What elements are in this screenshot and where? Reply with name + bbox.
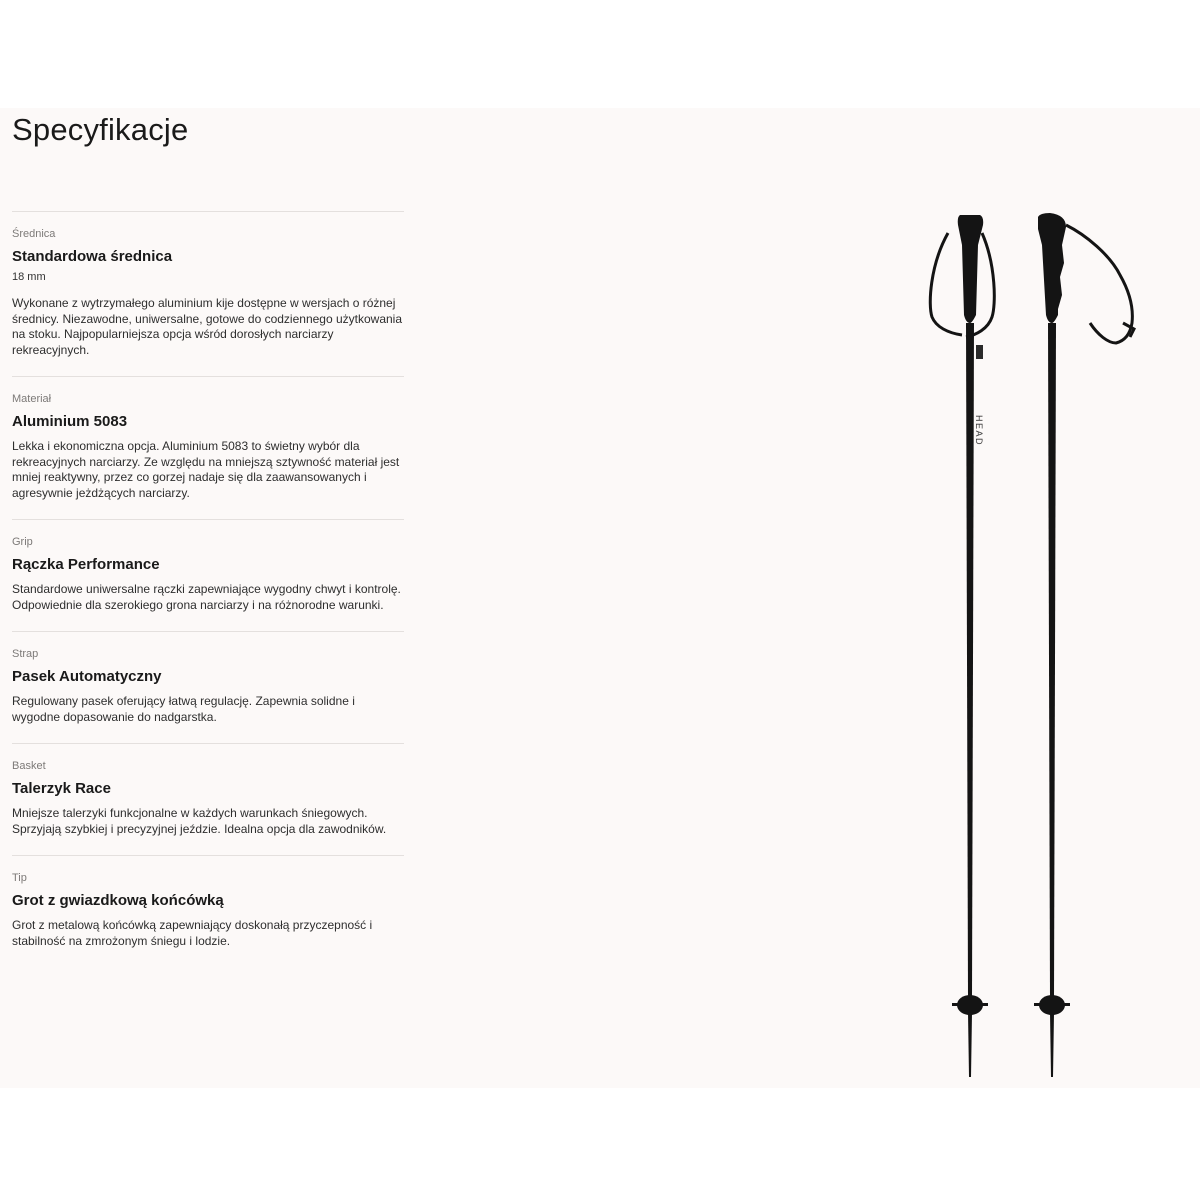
pole-shaft	[1048, 323, 1056, 997]
spec-name: Aluminium 5083	[12, 413, 128, 430]
spec-item-grip	[12, 519, 404, 631]
spec-category: Tip	[12, 872, 27, 884]
spec-description: Standardowe uniwersalne rączki zapewniające wygodny chwyt i kontrolę. Odpowiednie dla szerokiego grona narciarzy i na różnorodne warunki.	[12, 582, 401, 612]
spec-item-basket	[12, 743, 404, 855]
strap-clip	[976, 345, 983, 359]
pole-strap	[930, 233, 962, 335]
spec-category: Średnica	[12, 228, 56, 240]
spec-item-tip	[12, 855, 404, 967]
spec-list	[12, 211, 404, 967]
spec-item-strap	[12, 631, 404, 743]
brand-logo-text: HEAD	[974, 415, 984, 447]
pole-basket	[1039, 995, 1065, 1015]
pole-shaft	[966, 323, 974, 997]
ski-pole-right	[1034, 213, 1134, 1077]
spec-category: Basket	[12, 760, 46, 772]
spec-description: Regulowany pasek oferujący łatwą regulację. Zapewnia solidne i wygodne dopasowanie do nadgarstka.	[12, 694, 355, 724]
spec-category: Strap	[12, 648, 39, 660]
spec-category: Materiał	[12, 393, 52, 405]
spec-name: Rączka Performance	[12, 556, 160, 573]
spec-value: 18 mm	[12, 271, 46, 283]
spec-description: Lekka i ekonomiczna opcja. Aluminium 5083 to świetny wybór dla rekreacyjnych narciarzy. Ze względu na mniejszą sztywność materiał jest mniej reaktywny, przez co gorzej nadaje się dla zaawansowanych i agresywnie jeżdżących narciarzy.	[12, 439, 400, 500]
spec-item-diameter	[12, 211, 404, 376]
pole-strap	[1066, 225, 1132, 343]
spec-category: Grip	[12, 536, 33, 548]
spec-name: Pasek Automatyczny	[12, 668, 162, 685]
spec-item-material	[12, 376, 404, 519]
pole-grip	[958, 215, 983, 323]
spec-description: Wykonane z wytrzymałego aluminium kije dostępne w wersjach o różnej średnicy. Niezawodne, uniwersalne, gotowe do codziennego użytkowania na stoku. Najpopularniejsza opcja wśród dorosłych narciarzy rekreacyjnych.	[12, 296, 403, 357]
pole-tip	[1050, 1013, 1054, 1077]
spec-description: Mniejsze talerzyki funkcjonalne w każdych warunkach śniegowych. Sprzyjają szybkiej i precyzyjnej jeździe. Idealna opcja dla zawodników.	[12, 806, 387, 836]
spec-name: Grot z gwiazdkową końcówką	[12, 892, 224, 909]
ski-pole-left	[930, 215, 994, 1077]
page-title: Specyfikacje	[12, 112, 189, 147]
spec-name: Standardowa średnica	[12, 248, 173, 265]
spec-description: Grot z metalową końcówką zapewniający doskonałą przyczepność i stabilność na zmrożonym śniegu i lodzie.	[12, 918, 373, 948]
pole-grip	[1038, 213, 1066, 323]
pole-basket	[957, 995, 983, 1015]
spec-name: Talerzyk Race	[12, 780, 111, 797]
ski-poles-image	[920, 205, 1150, 1085]
pole-tip	[968, 1013, 972, 1077]
